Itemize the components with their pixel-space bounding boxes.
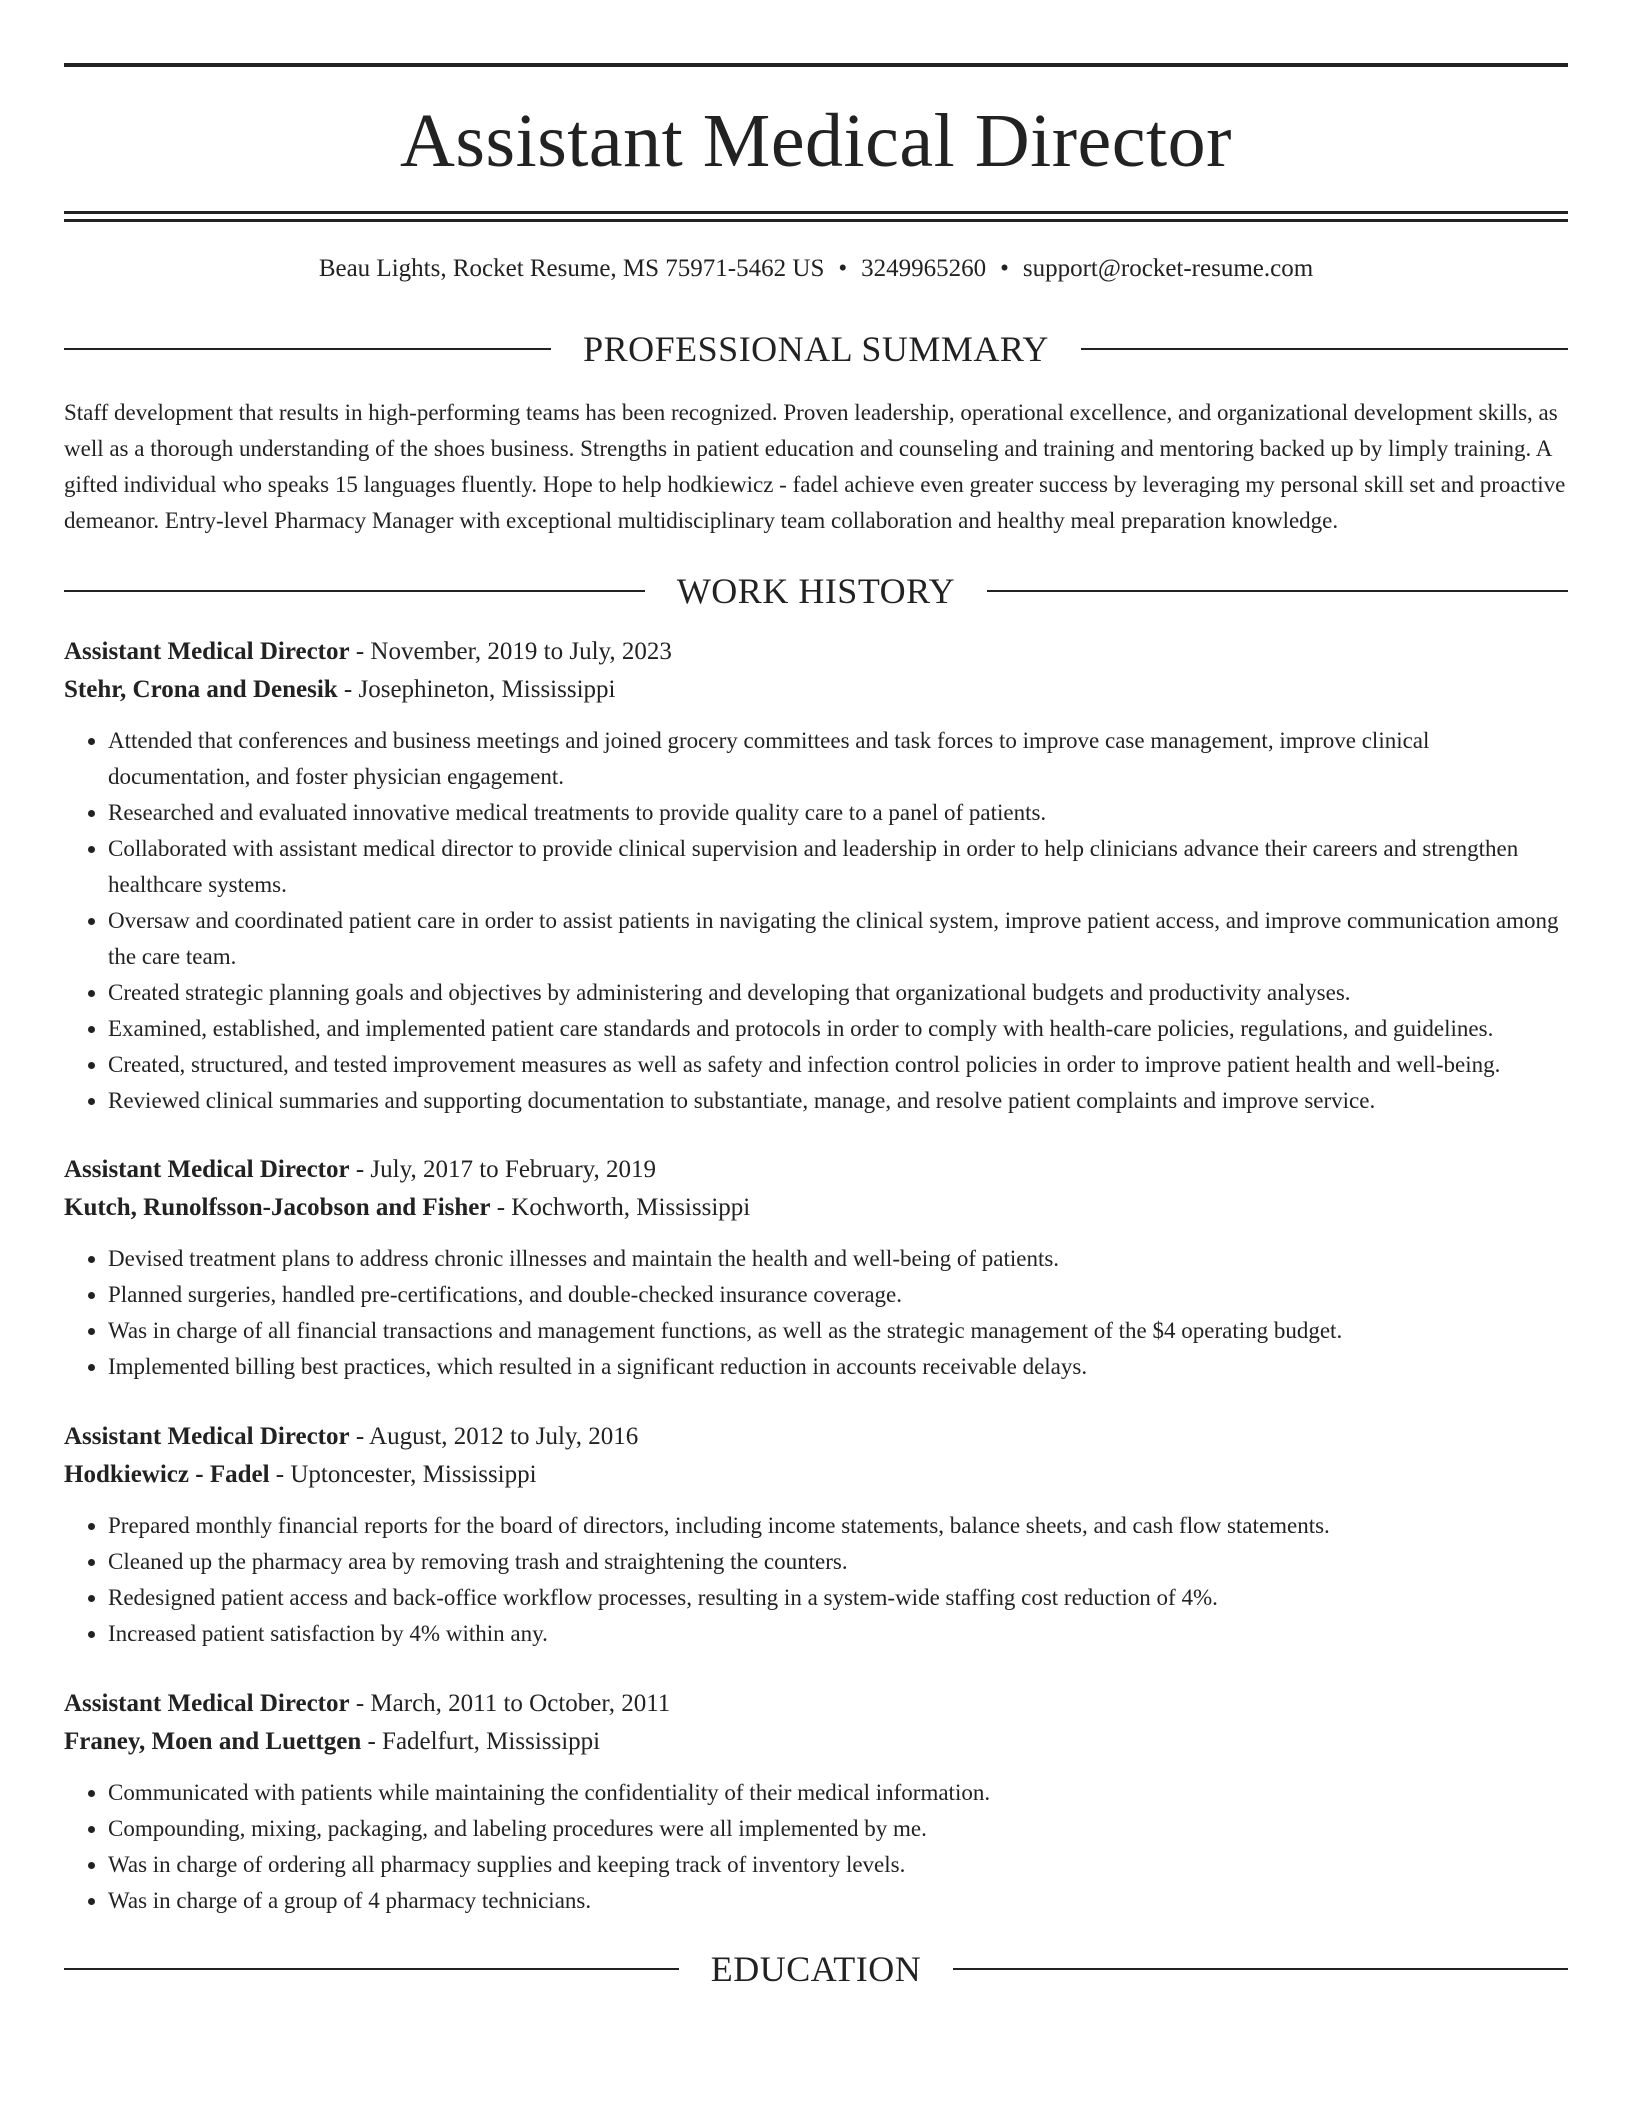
job-role: Assistant Medical Director bbox=[64, 638, 350, 665]
list-item: • Compounding, mixing, packaging, and labeling procedures were all implemented by me. bbox=[108, 1811, 1568, 1847]
section-heading-summary bbox=[64, 331, 1568, 367]
job-bullets bbox=[64, 1508, 1568, 1652]
job-dates: - August, 2012 to July, 2016 bbox=[349, 1423, 639, 1450]
divider bbox=[64, 348, 551, 350]
contact-separator: • bbox=[1000, 255, 1009, 282]
contact-phone: 3249965260 bbox=[861, 255, 987, 282]
list-item: • Collaborated with assistant medical director to provide clinical supervision and leadership in order to help clinicians advance their careers and strengthen healthcare systems. bbox=[108, 831, 1568, 903]
job-location: - Kochworth, Mississippi bbox=[490, 1194, 751, 1221]
summary-text: Staff development that results in high-performing teams has been recognized. Proven leadership, operational excellence, and organizational development skills, as well as a thorough understanding of the shoes business. Strengths in patient education and counseling and training and mentoring backed up by limply training. A gifted individual who speaks 15 languages fluently. Hope to help hodkiewicz - fadel achieve even greater success by leveraging my personal skill set and proactive demeanor. Entry-level Pharmacy Manager with exceptional multidisciplinary team collaboration and healthy meal preparation knowledge. bbox=[64, 400, 1566, 533]
list-item: • Increased patient satisfaction by 4% within any. bbox=[108, 1616, 1568, 1652]
job-company: Franey, Moen and Luettgen bbox=[64, 1728, 362, 1755]
section-title: PROFESSIONAL SUMMARY bbox=[583, 329, 1049, 369]
section-title: EDUCATION bbox=[710, 1949, 922, 1989]
divider bbox=[1081, 348, 1568, 350]
job-entry bbox=[64, 1685, 1568, 1919]
contact-email: support@rocket-resume.com bbox=[1022, 255, 1314, 282]
job-entry bbox=[64, 633, 1568, 1119]
resume-title: Assistant Medical Director bbox=[400, 99, 1232, 183]
job-entry bbox=[64, 1151, 1568, 1385]
job-bullets bbox=[64, 723, 1568, 1119]
divider bbox=[953, 1968, 1568, 1970]
contact-separator: • bbox=[838, 255, 848, 282]
job-company: Hodkiewicz - Fadel bbox=[64, 1461, 270, 1488]
list-item: • Was in charge of a group of 4 pharmacy technicians. bbox=[108, 1883, 1568, 1919]
job-company-line bbox=[64, 1189, 1568, 1227]
job-role-line bbox=[64, 633, 1568, 671]
list-item: • Was in charge of ordering all pharmacy supplies and keeping track of inventory levels. bbox=[108, 1847, 1568, 1883]
job-company-line bbox=[64, 671, 1568, 709]
job-company-line bbox=[64, 1723, 1568, 1761]
list-item: • Created strategic planning goals and objectives by administering and developing that organizational budgets and productivity analyses. bbox=[108, 975, 1568, 1011]
job-dates: - March, 2011 to October, 2011 bbox=[349, 1690, 671, 1717]
job-location: - Fadelfurt, Mississippi bbox=[361, 1728, 601, 1755]
list-item: • Communicated with patients while maintaining the confidentiality of their medical information. bbox=[108, 1775, 1568, 1811]
job-dates: - November, 2019 to July, 2023 bbox=[349, 638, 672, 665]
list-item: • Devised treatment plans to address chronic illnesses and maintain the health and well-being of patients. bbox=[108, 1241, 1568, 1277]
section-title: WORK HISTORY bbox=[676, 571, 956, 611]
job-entry bbox=[64, 1418, 1568, 1652]
list-item: • Researched and evaluated innovative medical treatments to provide quality care to a panel of patients. bbox=[108, 795, 1568, 831]
list-item: • Attended that conferences and business meetings and joined grocery committees and task forces to improve case management, improve clinical documentation, and foster physician engagement. bbox=[108, 723, 1568, 795]
job-bullets bbox=[64, 1241, 1568, 1385]
section-heading-education bbox=[64, 1951, 1568, 1987]
list-item: • Was in charge of all financial transactions and management functions, as well as the strategic management of the $4 operating budget. bbox=[108, 1313, 1568, 1349]
divider bbox=[987, 590, 1568, 592]
divider bbox=[64, 1968, 679, 1970]
list-item: • Examined, established, and implemented patient care standards and protocols in order to comply with health-care policies, regulations, and guidelines. bbox=[108, 1011, 1568, 1047]
job-role-line bbox=[64, 1151, 1568, 1189]
job-role: Assistant Medical Director bbox=[64, 1156, 350, 1183]
list-item: • Prepared monthly financial reports for the board of directors, including income statements, balance sheets, and cash flow statements. bbox=[108, 1508, 1568, 1544]
job-location: - Uptoncester, Mississippi bbox=[269, 1461, 537, 1488]
job-company-line bbox=[64, 1456, 1568, 1494]
double-rule bbox=[64, 211, 1568, 222]
list-item: • Planned surgeries, handled pre-certifications, and double-checked insurance coverage. bbox=[108, 1277, 1568, 1313]
list-item: • Created, structured, and tested improvement measures as well as safety and infection control policies in order to improve patient health and well-being. bbox=[108, 1047, 1568, 1083]
job-role-line bbox=[64, 1685, 1568, 1723]
job-role: Assistant Medical Director bbox=[64, 1690, 350, 1717]
job-role-line bbox=[64, 1418, 1568, 1456]
list-item: • Cleaned up the pharmacy area by removing trash and straightening the counters. bbox=[108, 1544, 1568, 1580]
divider bbox=[64, 590, 645, 592]
contact-address: Beau Lights, Rocket Resume, MS 75971-5462 US bbox=[318, 255, 825, 282]
contact-line bbox=[64, 256, 1568, 281]
job-bullets bbox=[64, 1775, 1568, 1919]
job-role: Assistant Medical Director bbox=[64, 1423, 350, 1450]
list-item: • Reviewed clinical summaries and supporting documentation to substantiate, manage, and resolve patient complaints and improve service. bbox=[108, 1083, 1568, 1119]
job-location: - Josephineton, Mississippi bbox=[337, 676, 616, 703]
list-item: • Implemented billing best practices, which resulted in a significant reduction in accounts receivable delays. bbox=[108, 1349, 1568, 1385]
resume-page bbox=[64, 0, 1568, 1987]
list-item: • Redesigned patient access and back-office workflow processes, resulting in a system-wide staffing cost reduction of 4%. bbox=[108, 1580, 1568, 1616]
top-rule bbox=[64, 63, 1568, 67]
list-item: • Oversaw and coordinated patient care in order to assist patients in navigating the clinical system, improve patient access, and improve communication among the care team. bbox=[108, 903, 1568, 975]
section-heading-work-history bbox=[64, 573, 1568, 609]
job-dates: - July, 2017 to February, 2019 bbox=[349, 1156, 657, 1183]
job-company: Stehr, Crona and Denesik bbox=[64, 676, 338, 703]
job-company: Kutch, Runolfsson-Jacobson and Fisher bbox=[64, 1194, 491, 1221]
